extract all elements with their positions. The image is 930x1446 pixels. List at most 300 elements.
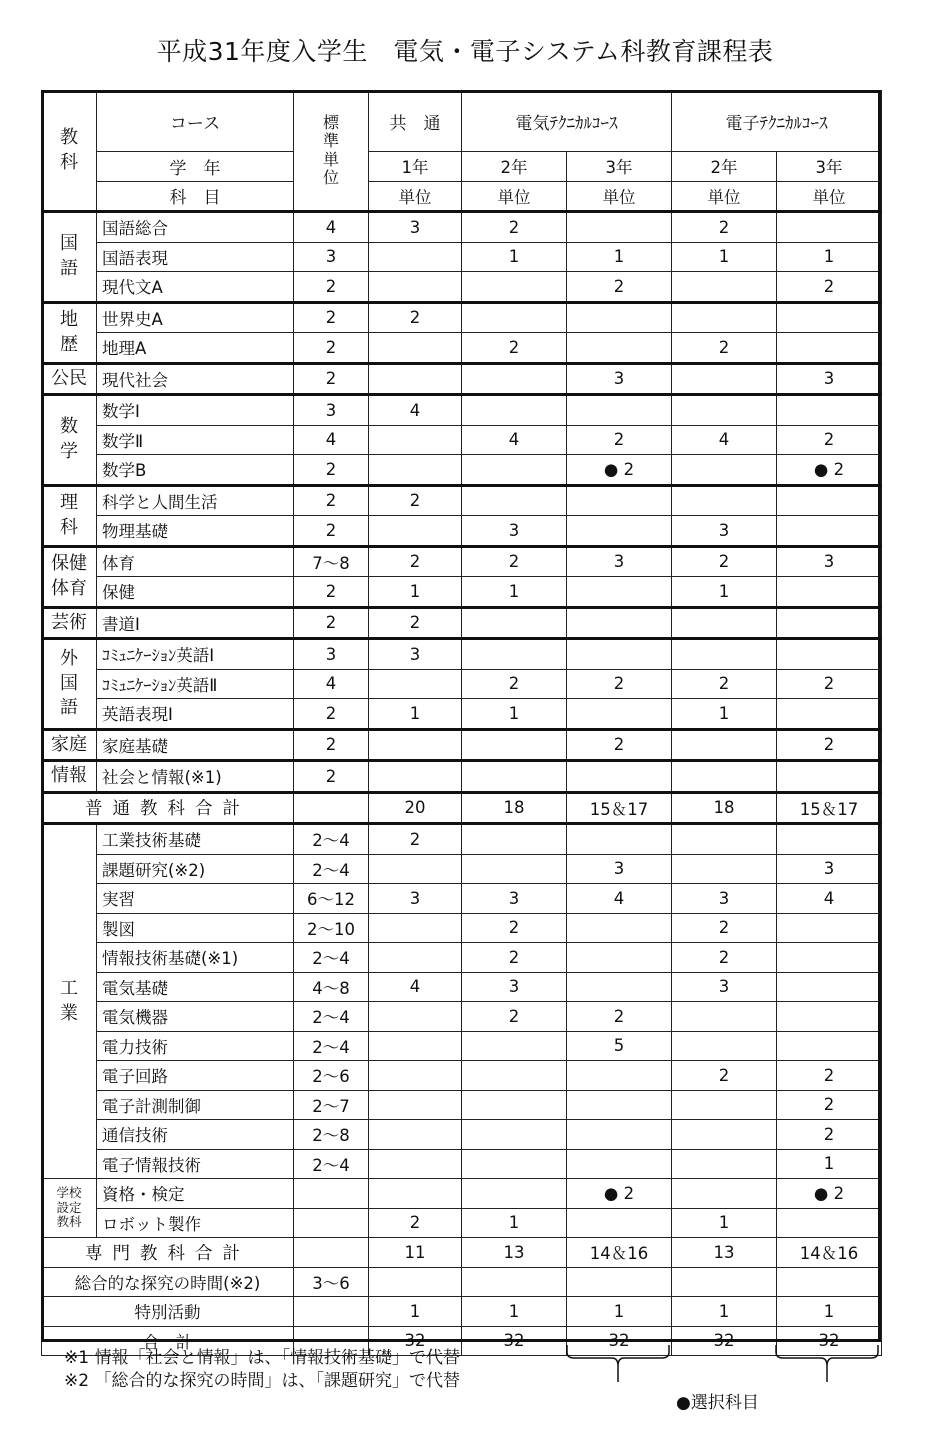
unit-value [462,729,567,761]
unit-value: 2 [462,1002,567,1032]
std-units [294,1238,369,1268]
unit-value: ● 2 [567,1179,672,1209]
unit-value [672,272,777,303]
unit-value: 2 [777,729,882,761]
unit-value [567,1267,672,1297]
unit-value [672,1179,777,1209]
unit-value [567,607,672,639]
unit-value: ● 2 [567,455,672,486]
header-subject-area: 教 科 [42,91,97,212]
unit-value: 3 [567,854,672,884]
subject-name: 電力技術 [97,1031,294,1061]
unit-value [672,1002,777,1032]
unit-value: 3 [567,363,672,395]
unit-value: 3 [777,363,882,395]
header-year: 3年 [567,152,672,182]
unit-value: 2 [672,913,777,943]
table-row [42,824,882,855]
unit-value: 32 [672,1326,777,1356]
unit-value [369,272,462,303]
unit-value [462,485,567,516]
std-units: 2～4 [294,854,369,884]
unit-value: 32 [462,1326,567,1356]
unit-value [462,1267,567,1297]
unit-value [567,972,672,1002]
std-units: 4 [294,212,369,243]
subject-name: 英語表現Ⅰ [97,699,294,730]
unit-value: 3 [369,884,462,914]
std-units [294,792,369,824]
header-unit: 単位 [672,181,777,212]
unit-value [369,363,462,395]
subject-name: 数学Ⅱ [97,425,294,455]
unit-value [777,302,882,333]
header-elec-course: 電気ﾃｸﾆｶﾙｺｰｽ [462,91,672,152]
subject-name: 電気基礎 [97,972,294,1002]
unit-value: 1 [567,1297,672,1327]
subject-name: 科学と人間生活 [97,485,294,516]
unit-value [369,425,462,455]
unit-value [369,455,462,486]
std-units: 2 [294,699,369,730]
unit-value: 3 [369,212,462,243]
unit-value [777,607,882,639]
unit-value: 2 [462,212,567,243]
unit-value [777,1031,882,1061]
unit-value [369,913,462,943]
unit-value: 3 [567,546,672,577]
table-row [42,884,882,914]
table-row [42,639,882,670]
header-subject: 科 目 [97,181,294,212]
subject-area: 外 国 語 [42,639,97,730]
subject-area: 学校 設定 教科 [42,1179,97,1238]
unit-value [462,639,567,670]
header-unit: 単位 [369,181,462,212]
table-row [42,425,882,455]
table-row [42,485,882,516]
unit-value [672,824,777,855]
table-row [42,302,882,333]
unit-value [369,1031,462,1061]
subject-name: 体育 [97,546,294,577]
table-row [42,669,882,699]
unit-value [567,761,672,793]
std-units: 2 [294,455,369,486]
std-units: 4～8 [294,972,369,1002]
brace-elec-3rd [566,1344,670,1384]
special-total-row [42,1238,882,1268]
unit-value: ● 2 [777,1179,882,1209]
subject-name: 電気機器 [97,1002,294,1032]
header-year: 1年 [369,152,462,182]
unit-value: 32 [567,1326,672,1356]
std-units [294,1179,369,1209]
table-row [42,607,882,639]
header-unit: 単位 [777,181,882,212]
row-label: 特別活動 [42,1297,294,1327]
unit-value: 2 [462,546,567,577]
unit-value [567,302,672,333]
subject-name: 実習 [97,884,294,914]
unit-value: 3 [777,854,882,884]
std-units: 2 [294,729,369,761]
unit-value [462,1090,567,1120]
subject-area: 地 歴 [42,302,97,363]
header-course: コース [97,91,294,152]
unit-value [672,761,777,793]
subject-name: 現代社会 [97,363,294,395]
unit-value [567,333,672,364]
unit-value: 2 [777,1090,882,1120]
unit-value: 1 [672,577,777,608]
std-units: 2 [294,761,369,793]
subject-name: 現代文A [97,272,294,303]
std-units: 2 [294,302,369,333]
unit-value: 1 [462,242,567,272]
unit-value: 2 [567,272,672,303]
unit-value: 2 [672,669,777,699]
unit-value: 32 [369,1326,462,1356]
subject-name: 電子情報技術 [97,1149,294,1179]
header-unit: 単位 [462,181,567,212]
subject-area: 数 学 [42,395,97,486]
unit-value: 18 [462,792,567,824]
subject-name: 情報技術基礎(※1) [97,943,294,973]
unit-value: 18 [672,792,777,824]
table-row [42,1090,882,1120]
std-units: 2 [294,363,369,395]
subject-name: 電子計測制御 [97,1090,294,1120]
table-row [42,1208,882,1238]
unit-value [567,1090,672,1120]
table-row [42,363,882,395]
unit-value [777,1267,882,1297]
unit-value [462,1120,567,1150]
header-year: 3年 [777,152,882,182]
unit-value: 1 [777,1149,882,1179]
std-units [294,1297,369,1327]
unit-value [672,485,777,516]
subject-name: 国語総合 [97,212,294,243]
header-unit: 単位 [567,181,672,212]
unit-value: 14＆16 [777,1238,882,1268]
unit-value [369,1090,462,1120]
table-row [42,212,882,243]
unit-value: 13 [672,1238,777,1268]
subject-name: 課題研究(※2) [97,854,294,884]
std-units: 2 [294,333,369,364]
subject-area: 公民 [42,363,97,395]
brace-elecn-3rd [775,1344,879,1384]
unit-value [567,1208,672,1238]
unit-value: 2 [672,1061,777,1091]
unit-value [777,516,882,547]
unit-value: 2 [369,546,462,577]
table-row [42,333,882,364]
subject-name: 製図 [97,913,294,943]
unit-value [777,972,882,1002]
unit-value [567,1149,672,1179]
unit-value [567,212,672,243]
header-year: 2年 [672,152,777,182]
unit-value [369,761,462,793]
header-elecn-course: 電子ﾃｸﾆｶﾙｺｰｽ [672,91,882,152]
unit-value: 3 [462,972,567,1002]
unit-value [462,272,567,303]
std-units: 2～4 [294,1002,369,1032]
unit-value: 2 [777,272,882,303]
general-total-row [42,792,882,824]
unit-value [777,1002,882,1032]
unit-value: 13 [462,1238,567,1268]
unit-value: 2 [672,212,777,243]
unit-value: 2 [462,913,567,943]
std-units: 2 [294,272,369,303]
std-units: 2 [294,577,369,608]
table-row [42,455,882,486]
header-year: 2年 [462,152,567,182]
unit-value [369,854,462,884]
header-common: 共 通 [369,91,462,152]
unit-value [777,333,882,364]
unit-value: 1 [369,1297,462,1327]
unit-value: 4 [672,425,777,455]
std-units: 2 [294,516,369,547]
unit-value [777,212,882,243]
unit-value: 2 [369,607,462,639]
unit-value [369,1061,462,1091]
unit-value: 32 [777,1326,882,1356]
subject-name: 国語表現 [97,242,294,272]
row-label: 総合的な探究の時間(※2) [42,1267,294,1297]
unit-value [777,395,882,426]
std-units: 2～4 [294,1031,369,1061]
std-units: 3 [294,639,369,670]
unit-value [672,395,777,426]
subject-name: 社会と情報(※1) [97,761,294,793]
unit-value [777,761,882,793]
unit-value: 4 [369,395,462,426]
table-row [42,516,882,547]
unit-value: 15＆17 [567,792,672,824]
unit-value: 1 [672,1208,777,1238]
unit-value [567,516,672,547]
unit-value [672,854,777,884]
unit-value: ● 2 [777,455,882,486]
std-units [294,1208,369,1238]
footnote-1: ※1 情報「社会と情報」は、「情報技術基礎」で代替 [64,1348,460,1368]
curriculum-body [42,212,882,1356]
subject-area: 家庭 [42,729,97,761]
subject-name: 世界史A [97,302,294,333]
row-label: 合 計 [42,1326,294,1356]
subject-area: 国 語 [42,212,97,303]
unit-value: 2 [369,1208,462,1238]
unit-value [462,824,567,855]
table-row [42,546,882,577]
table-row [42,913,882,943]
legend-elective: ●選択科目 [676,1393,759,1413]
std-units: 2～7 [294,1090,369,1120]
unit-value: 1 [462,1208,567,1238]
unit-value: 2 [462,943,567,973]
unit-value [369,1002,462,1032]
table-row [42,1120,882,1150]
unit-value [777,943,882,973]
unit-value: 5 [567,1031,672,1061]
unit-value [567,395,672,426]
std-units: 2～4 [294,943,369,973]
unit-value: 2 [369,485,462,516]
unit-value [369,1267,462,1297]
std-units: 6～12 [294,884,369,914]
unit-value [567,639,672,670]
row-label: 普通教科合計 [42,792,294,824]
table-row [42,242,882,272]
unit-value [777,913,882,943]
header-std-units: 標 準 単 位 [294,91,369,212]
unit-value: 2 [369,824,462,855]
table-row [42,854,882,884]
subject-name: 電子回路 [97,1061,294,1091]
subject-name: 書道Ⅰ [97,607,294,639]
table-row [42,1002,882,1032]
subject-name: 資格・検定 [97,1179,294,1209]
unit-value [462,1149,567,1179]
unit-value: 11 [369,1238,462,1268]
unit-value [369,1179,462,1209]
subject-area: 情報 [42,761,97,793]
unit-value [462,1061,567,1091]
unit-value: 2 [777,669,882,699]
unit-value [672,1090,777,1120]
unit-value [672,639,777,670]
unit-value [462,1031,567,1061]
unit-value [462,1179,567,1209]
unit-value [672,302,777,333]
unit-value: 2 [462,669,567,699]
subject-area: 理 科 [42,485,97,546]
unit-value: 1 [672,699,777,730]
table-row [42,699,882,730]
std-units: 4 [294,669,369,699]
inquiry-row [42,1267,882,1297]
subject-name: ｺﾐｭﾆｹｰｼｮﾝ英語Ⅱ [97,669,294,699]
unit-value: 2 [369,302,462,333]
unit-value: 4 [777,884,882,914]
subject-name: ロボット製作 [97,1208,294,1238]
unit-value [777,1208,882,1238]
table-row [42,972,882,1002]
activities-row [42,1297,882,1327]
unit-value: 3 [672,884,777,914]
unit-value [777,699,882,730]
std-units: 2～10 [294,913,369,943]
unit-value: 1 [777,1297,882,1327]
unit-value: 1 [462,699,567,730]
subject-name: 通信技術 [97,1120,294,1150]
unit-value [462,854,567,884]
unit-value: 2 [777,1061,882,1091]
unit-value [567,824,672,855]
std-units: 2～4 [294,824,369,855]
footnote-2: ※2 「総合的な探究の時間」は、「課題研究」で代替 [64,1371,460,1391]
unit-value: 1 [672,242,777,272]
subject-name: 保健 [97,577,294,608]
subject-name: 物理基礎 [97,516,294,547]
table-row [42,395,882,426]
std-units: 2～4 [294,1149,369,1179]
unit-value [672,363,777,395]
unit-value [369,516,462,547]
unit-value: 2 [672,943,777,973]
unit-value [567,943,672,973]
table-row [42,761,882,793]
unit-value [567,699,672,730]
unit-value [672,455,777,486]
unit-value [462,302,567,333]
unit-value: 1 [369,577,462,608]
unit-value [369,669,462,699]
unit-value [672,1031,777,1061]
unit-value: 2 [672,546,777,577]
unit-value: 2 [567,1002,672,1032]
subject-area: 保健 体育 [42,546,97,607]
unit-value [369,1149,462,1179]
unit-value [567,485,672,516]
unit-value: 3 [672,972,777,1002]
unit-value [567,1061,672,1091]
unit-value [777,639,882,670]
table-row [42,1061,882,1091]
unit-value [777,577,882,608]
table-row [42,1031,882,1061]
unit-value: 14＆16 [567,1238,672,1268]
unit-value: 15＆17 [777,792,882,824]
unit-value [672,1267,777,1297]
std-units: 4 [294,425,369,455]
unit-value [462,363,567,395]
unit-value: 2 [567,729,672,761]
unit-value [462,455,567,486]
unit-value [672,1149,777,1179]
curriculum-table [41,90,882,1356]
table-row [42,577,882,608]
unit-value [462,761,567,793]
unit-value: 2 [672,333,777,364]
std-units: 2 [294,607,369,639]
unit-value [777,824,882,855]
unit-value: 1 [462,577,567,608]
unit-value: 20 [369,792,462,824]
table-row [42,1179,882,1209]
std-units: 2 [294,485,369,516]
table-row [42,1149,882,1179]
unit-value: 3 [369,639,462,670]
std-units: 3 [294,395,369,426]
unit-value [369,729,462,761]
unit-value: 3 [462,516,567,547]
subject-name: ｺﾐｭﾆｹｰｼｮﾝ英語Ⅰ [97,639,294,670]
subject-name: 地理A [97,333,294,364]
unit-value: 1 [672,1297,777,1327]
unit-value [462,395,567,426]
unit-value [672,1120,777,1150]
page-title: 平成31年度入学生 電気・電子システム科教育課程表 [156,37,774,66]
std-units: 3 [294,242,369,272]
unit-value: 3 [672,516,777,547]
